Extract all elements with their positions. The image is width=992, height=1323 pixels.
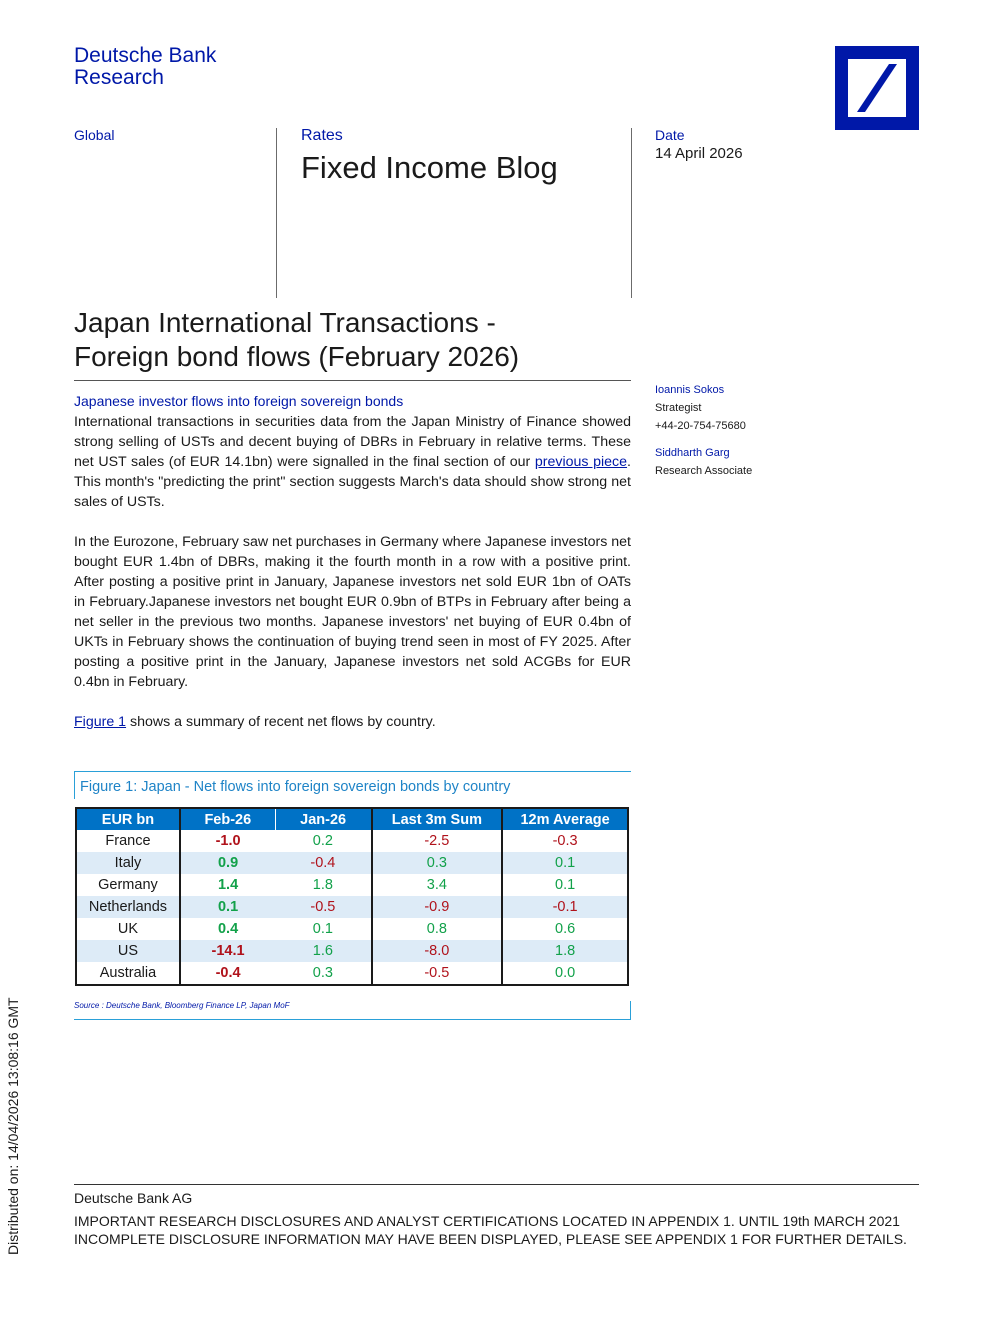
figure-source: Source : Deutsche Bank, Bloomberg Finance LP, Japan MoF — [74, 1001, 290, 1010]
country-cell: UK — [117, 921, 139, 937]
value-cell: 0.3 — [372, 852, 503, 874]
header-divider-left — [276, 128, 277, 298]
value-cell: -0.9 — [372, 896, 503, 918]
value-cell: 0.1 — [502, 852, 628, 874]
value-cell: 0.9 — [180, 852, 275, 874]
author-name[interactable]: Siddharth Garg — [655, 447, 730, 459]
footer-company: Deutsche Bank AG — [74, 1190, 193, 1206]
value-cell: 0.1 — [312, 921, 333, 937]
table-row — [76, 830, 628, 852]
value-cell: -0.4 — [180, 962, 275, 985]
value-cell: 0.3 — [312, 965, 333, 981]
value-cell: 0.2 — [312, 833, 333, 849]
country-cell: US — [76, 940, 180, 962]
table-header-cell: Jan-26 — [275, 808, 371, 830]
date-label: Date — [655, 127, 685, 143]
country-cell: Australia — [99, 965, 157, 981]
value-cell: 1.8 — [502, 940, 628, 962]
value-cell: 0.1 — [180, 896, 275, 918]
figure-title: Figure 1: Japan - Net flows into foreign sovereign bonds by country — [80, 779, 511, 795]
value-cell: 1.6 — [275, 940, 371, 962]
footer-divider — [74, 1184, 919, 1185]
table-row — [76, 940, 628, 962]
paragraph-text: International transactions in securities data from the Japan Ministry of Finance showed strong selling of USTs and decent buying of DBRs in February in relative terms. These net UST sales (of EUR 14.1bn) were signalled in the final section of our — [74, 414, 631, 470]
author-phone: +44-20-754-75680 — [655, 420, 746, 432]
value-cell: 1.4 — [180, 874, 275, 896]
section-subhead: Japanese investor flows into foreign sovereign bonds — [74, 393, 404, 409]
value-cell: -14.1 — [180, 940, 275, 962]
value-cell: -0.5 — [275, 896, 371, 918]
title-divider — [74, 380, 631, 381]
brand-line-2: Research — [74, 66, 164, 89]
country-cell: France — [105, 833, 151, 849]
document-title — [74, 306, 634, 374]
value-cell: 0.1 — [502, 874, 628, 896]
country-cell: Italy — [76, 852, 180, 874]
value-cell: -8.0 — [372, 940, 503, 962]
previous-piece-link[interactable]: previous piece — [534, 454, 628, 470]
value-cell: 3.4 — [372, 874, 503, 896]
brand-name — [74, 45, 216, 89]
table-row — [76, 852, 628, 874]
header-divider-right — [631, 128, 632, 298]
value-cell: -1.0 — [180, 830, 275, 852]
deutsche-bank-logo-icon — [835, 46, 919, 130]
figure-border-top — [74, 771, 631, 772]
author-name[interactable]: Ioannis Sokos — [655, 384, 725, 396]
figure-border-right — [630, 1001, 631, 1020]
value-cell: -0.4 — [275, 852, 371, 874]
value-cell: 1.8 — [312, 877, 333, 893]
table-row — [76, 896, 628, 918]
body-paragraph-3 — [74, 712, 631, 732]
document-title-line-1: Japan International Transactions - — [74, 307, 496, 338]
paragraph-text: shows a summary of recent net flows by country. — [126, 714, 436, 730]
brand-line-1: Deutsche Bank — [74, 44, 217, 67]
value-cell: -0.1 — [502, 896, 628, 918]
region-label: Global — [74, 127, 115, 143]
distribution-stamp: Distributed on: 14/04/2026 13:08:16 GMT — [5, 997, 21, 1255]
value-cell: -0.5 — [372, 962, 503, 985]
author-role: Research Associate — [655, 465, 753, 477]
value-cell: 0.4 — [180, 918, 275, 940]
value-cell: 0.6 — [502, 918, 628, 940]
table-header-row — [76, 808, 628, 830]
table-row — [76, 874, 628, 896]
footer-disclosure: IMPORTANT RESEARCH DISCLOSURES AND ANALYST CERTIFICATIONS LOCATED IN APPENDIX 1. UNTIL 19th MARCH 2021 INCOMPLETE DISCLOSURE INFORMATION MAY HAVE BEEN DISPLAYED, PLEASE SEE APPENDIX 1 FOR FURTHER DETAILS. — [74, 1213, 907, 1247]
figure-1-link[interactable]: Figure 1 — [74, 714, 127, 730]
body-paragraph-2: In the Eurozone, February saw net purchases in Germany where Japanese investors net bought EUR 1.4bn of DBRs, making it the fourth month in a row with a positive print. After posting a positive print in January, Japanese investors net sold EUR 1bn of OATs in February.Japanese investors net bought EUR 0.9bn of BTPs in February after being a net seller in the previous two months. Japanese investors' net buying of EUR 0.4bn of UKTs in February shows the continuation of buying trend seen in most of FY 2025. After posting a positive print in the January, Japanese investors net sold ACGBs for EUR 0.4bn in February. — [74, 534, 631, 690]
value-cell: -0.3 — [502, 830, 628, 852]
table-row — [76, 918, 628, 940]
table-header-cell: Last 3m Sum — [372, 808, 503, 830]
value-cell: -2.5 — [372, 830, 503, 852]
country-cell: Germany — [98, 877, 158, 893]
document-title-line-2: Foreign bond flows (February 2026) — [74, 341, 520, 372]
author-role: Strategist — [655, 402, 702, 414]
table-row — [76, 962, 628, 985]
author-block — [655, 381, 752, 480]
table-header-cell: Feb-26 — [180, 808, 275, 830]
value-cell: 0.0 — [502, 962, 628, 985]
paragraph-text: . This month's "predicting the print" section suggests March's data should show strong net sales of USTs. — [74, 454, 631, 510]
table-header-cell: 12m Average — [502, 808, 628, 830]
series-title: Fixed Income Blog — [301, 150, 558, 185]
value-cell: 0.8 — [372, 918, 503, 940]
net-flows-table — [75, 807, 629, 986]
figure-border-left — [74, 771, 75, 799]
body-paragraph-1 — [74, 412, 631, 512]
date-value: 14 April 2026 — [655, 145, 743, 162]
table-header-cell: EUR bn — [76, 808, 180, 830]
series-label: Rates — [301, 127, 343, 144]
country-cell: Netherlands — [76, 896, 180, 918]
figure-border-bottom — [74, 1019, 631, 1020]
